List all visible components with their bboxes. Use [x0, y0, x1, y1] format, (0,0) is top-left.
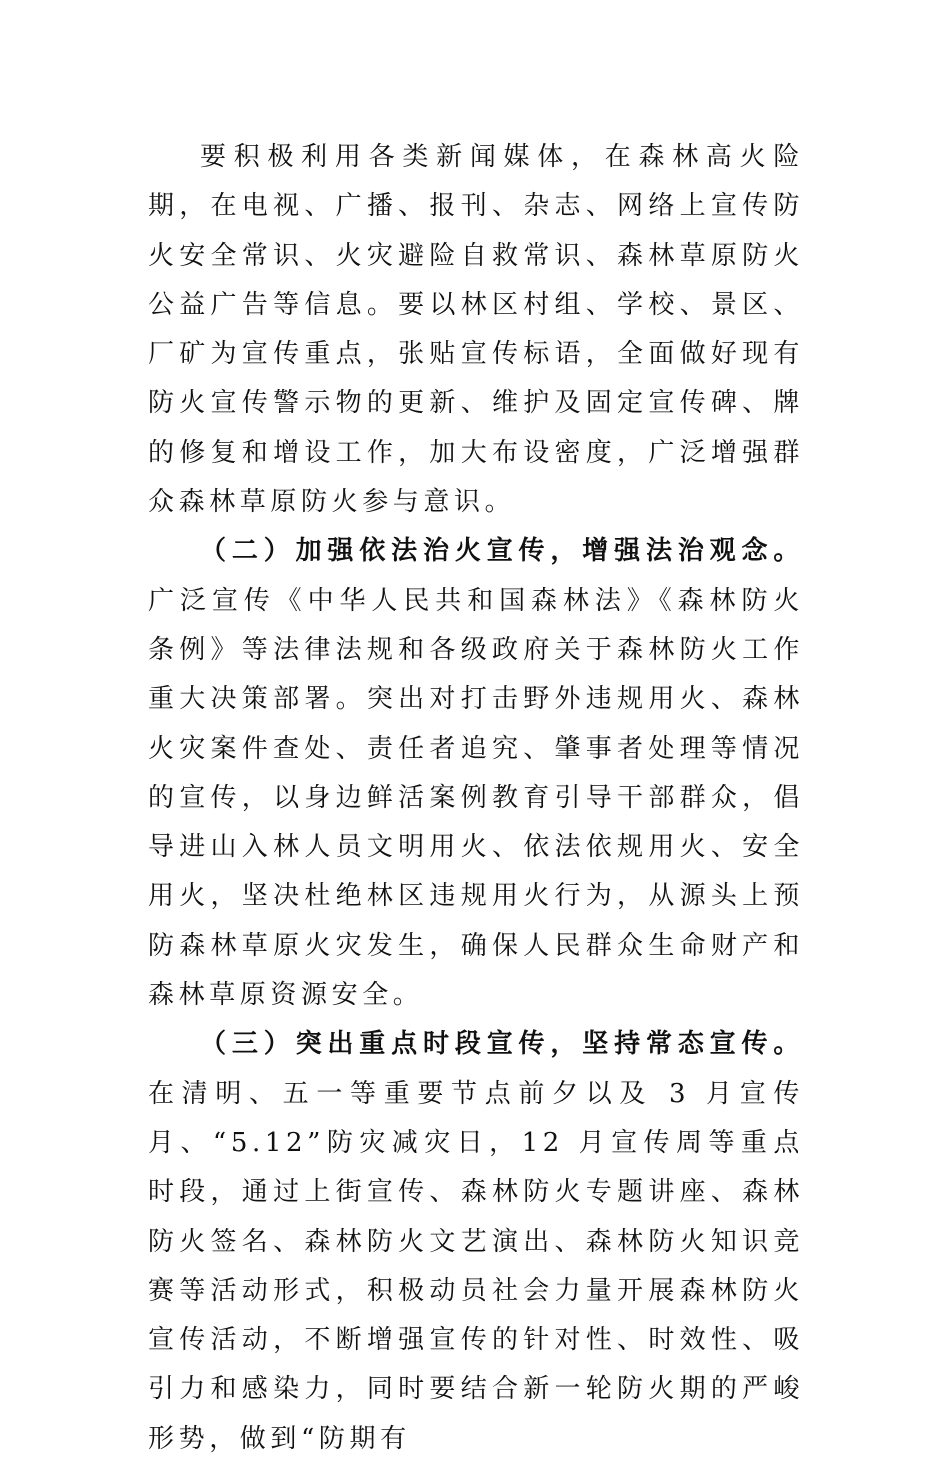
paragraph-3-text: 在清明、五一等重要节点前夕以及 3 月宣传月、“5.12”防灾减灾日，12 月宣传周等重点时段，通过上街宣传、森林防火专题讲座、森林防火签名、森林防火文艺演出、森林防火知识竞赛等活动形式，积极动员社会力量开展森林防火宣传活动，不断增强宣传的针对性、时效性、吸引力和感染力，同时要结合新一轮防火期的严峻形势，做到“防期有: [148, 1078, 804, 1454]
paragraph-2-text: 广泛宣传《中华人民共和国森林法》《森林防火条例》等法律法规和各级政府关于森林防火工作重大决策部署。突出对打击野外违规用火、森林火灾案件查处、责任者追究、肇事者处理等情况的宣传，以身边鲜活案例教育引导干部群众，倡导进山入林人员文明用火、依法依规用火、安全用火，坚决杜绝林区违规用火行为，从源头上预防森林草原火灾发生，确保人民群众生命财产和森林草原资源安全。: [148, 585, 804, 1011]
paragraph-legal-publicity: [148, 527, 804, 1020]
paragraph-1-text: 要积极利用各类新闻媒体，在森林高火险期，在电视、广播、报刊、杂志、网络上宣传防火安全常识、火灾避险自救常识、森林草原防火公益广告等信息。要以林区村组、学校、景区、厂矿为宣传重点，张贴宣传标语，全面做好现有防火宣传警示物的更新、维护及固定宣传碑、牌的修复和增设工作，加大布设密度，广泛增强群众森林草原防火参与意识。: [148, 142, 804, 518]
paragraph-key-period-publicity: [148, 1020, 804, 1464]
body-text: [148, 133, 804, 1464]
paragraph-2-heading: （二）加强依法治火宣传，增强法治观念。: [200, 536, 804, 567]
paragraph-3-heading: （三）突出重点时段宣传，坚持常态宣传。: [200, 1029, 804, 1060]
paragraph-media-publicity: [148, 133, 804, 527]
